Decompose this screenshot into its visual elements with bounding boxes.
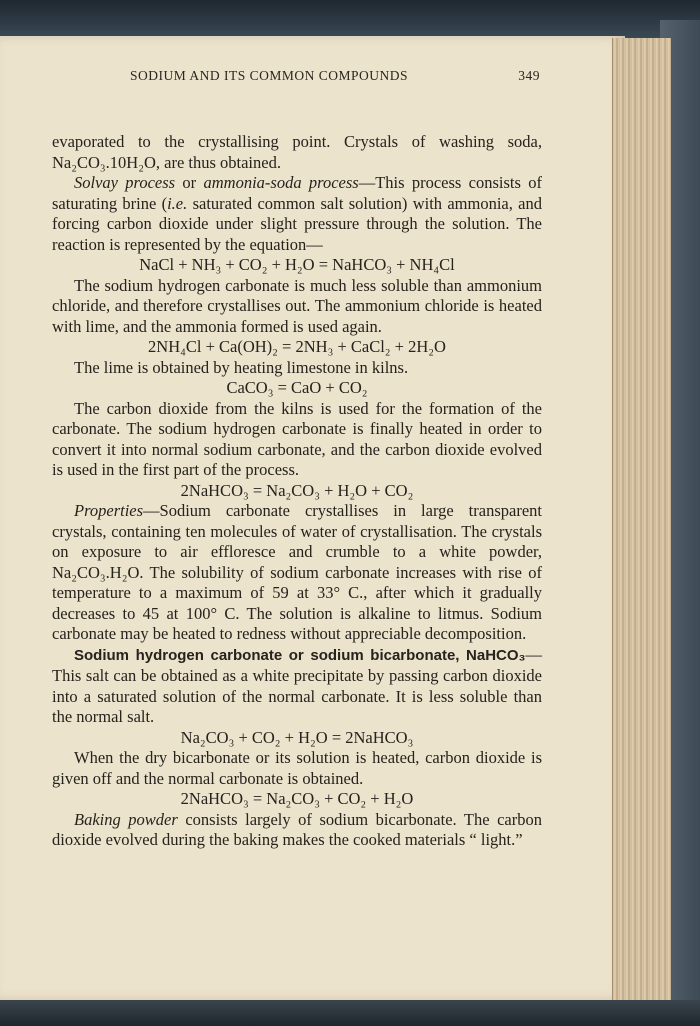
- paragraph: Solvay process or ammonia-soda process—This process consists of saturating brine (i.e. saturated common salt solution) with ammonia, and forcing carbon dioxide under slight pressure through the solution. The reaction is represented by the equation—: [52, 173, 543, 254]
- term: Properties: [74, 501, 144, 520]
- paragraph: Baking powder consists largely of sodium bicarbonate. The carbon dioxide evolved during the baking makes the cooked materials “ light.”: [52, 809, 542, 849]
- paragraph: The carbon dioxide from the kilns is used for the formation of the carbonate. The sodium hydrogen carbonate is finally heated in order to convert it into normal sodium carbonate, and the carbon dioxide evolved is used in the first part of the process.: [52, 398, 542, 479]
- equation: 2NH₄Cl + Ca(OH)₂ = 2NH₃ + CaCl₂ + 2H₂O: [148, 337, 446, 356]
- equation: CaCO₃ = CaO + CO₂: [226, 378, 368, 397]
- paragraph: The lime is obtained by heating limestone in kilns.: [74, 357, 409, 377]
- term: ammonia-soda process: [203, 173, 359, 192]
- equation: 2NaHCO₃ = Na₂CO₃ + CO₂ + H₂O: [180, 789, 414, 808]
- term: Solvay process: [74, 173, 176, 192]
- paragraph: When the dry bicarbonate or its solution is heated, carbon dioxide is given off and the normal carbonate is obtained.: [52, 748, 542, 788]
- paragraph: Properties—Sodium carbonate crystallises in large transparent crystals, containing ten molecules of water of crystallisation. The crystals on exposure to air effloresce and crumble to a white powder, Na₂CO₃.H₂O. The solubility of sodium carbonate increases with rise of temperature to a maximum of 59 at 33° C., after which it gradually decreases to 45 at 100° C. The solution is alkaline to litmus. Sodium carbonate may be heated to redness without appreciable decomposition.: [52, 501, 542, 643]
- running-title: SODIUM AND ITS COMMON COMPOUNDS: [130, 68, 409, 83]
- paragraph: Sodium hydrogen carbonate or sodium bicarbonate, NaHCO₃—This salt can be obtained as a white precipitate by passing carbon dioxide into a saturated solution of the normal carbonate. It is less soluble than the normal salt.: [52, 644, 542, 726]
- equation: NaCl + NH₃ + CO₂ + H₂O = NaHCO₃ + NH₄Cl: [139, 255, 455, 274]
- section-heading: Sodium hydrogen carbonate or sodium bicarbonate, NaHCO₃: [74, 646, 526, 664]
- page-edges: [612, 38, 671, 1000]
- page-body: [52, 132, 542, 851]
- paragraph: evaporated to the crystallising point. Crystals of washing soda, Na₂CO₃.10H₂O, are thus obtained.: [52, 132, 542, 172]
- book-cover-top: [0, 0, 700, 40]
- equation: Na₂CO₃ + CO₂ + H₂O = 2NaHCO₃: [180, 727, 414, 747]
- page-number: 349: [518, 68, 540, 83]
- book-cover-bottom: [0, 1000, 700, 1026]
- equation: 2NaHCO₃ = Na₂CO₃ + H₂O + CO₂: [180, 480, 414, 500]
- page-header: [130, 68, 540, 84]
- term: Baking powder: [74, 809, 178, 829]
- paragraph: The sodium hydrogen carbonate is much less soluble than ammonium chloride, and therefore crystallises out. The ammonium chloride is heated with lime, and the ammonia formed is used again.: [52, 275, 542, 336]
